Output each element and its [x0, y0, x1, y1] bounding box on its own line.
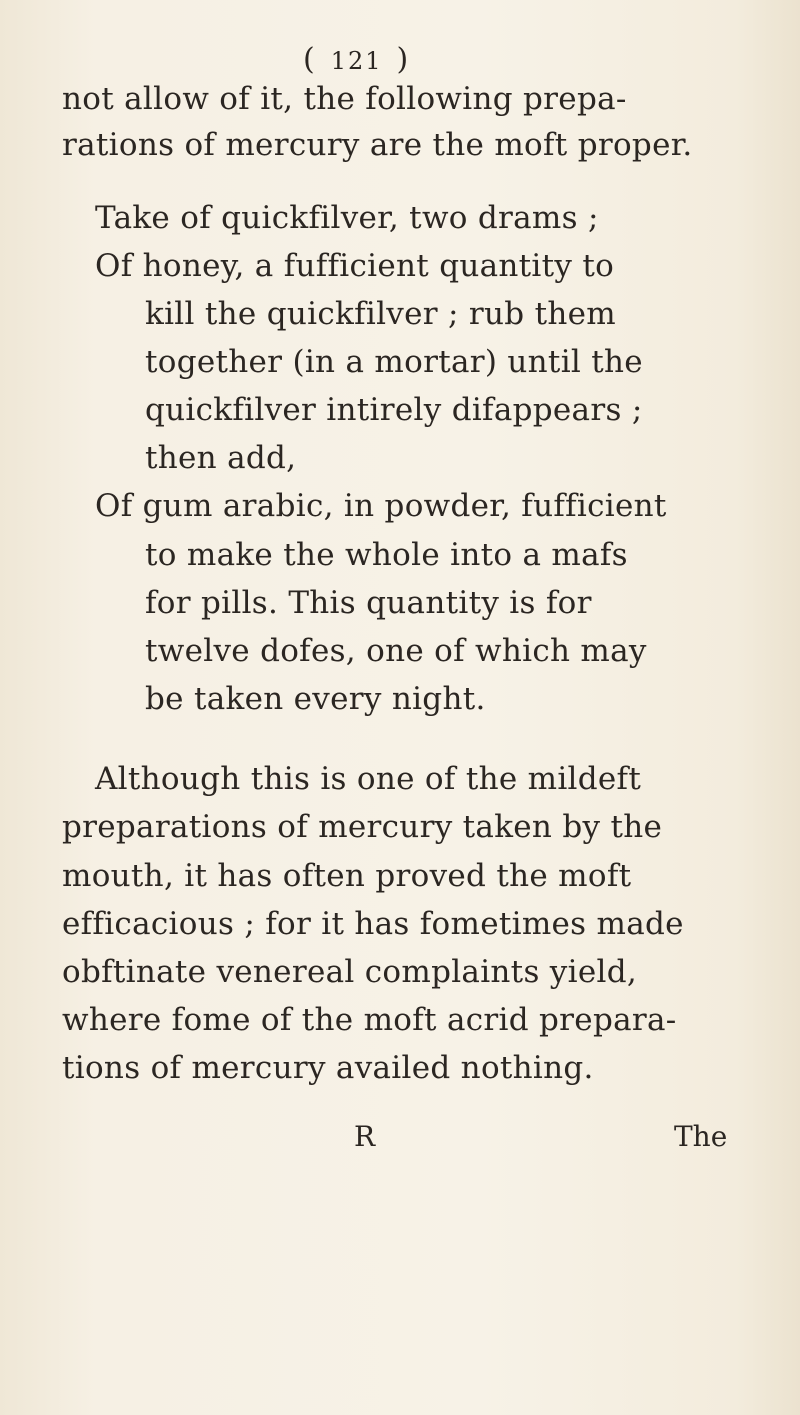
page-number-close: ) [396, 42, 411, 77]
text-line: not allow of it, the following prepa- [62, 81, 627, 117]
page-number [303, 40, 410, 81]
page-number-value: 121 [330, 47, 383, 75]
catchword: The [674, 1120, 728, 1153]
signature-mark: R [354, 1120, 376, 1153]
recipe-line: quickfilver intirely difappears ; [145, 392, 643, 428]
text-line: where fome of the moft acrid prepara- [62, 1002, 677, 1038]
text-line: efficacious ; for it has fometimes made [62, 906, 684, 942]
page-number-open: ( [303, 42, 317, 77]
text-line: preparations of mercury taken by the [62, 809, 663, 845]
recipe-line: kill the quickfilver ; rub them [145, 296, 616, 332]
recipe-line: Take of quickfilver, two drams ; [95, 200, 599, 236]
text-line: rations of mercury are the moft proper. [62, 127, 693, 163]
text-line: tions of mercury availed nothing. [62, 1050, 594, 1086]
recipe-line: together (in a mortar) until the [145, 344, 643, 380]
recipe-line: twelve dofes, one of which may [145, 633, 647, 669]
text-line: mouth, it has often proved the moft [62, 858, 632, 894]
recipe-line: Of honey, a fufficient quantity to [95, 248, 615, 284]
recipe-line: for pills. This quantity is for [145, 585, 592, 621]
text-line: Although this is one of the mildeft [95, 761, 642, 797]
recipe-line: Of gum arabic, in powder, fufficient [95, 488, 667, 524]
recipe-line: be taken every night. [145, 681, 486, 717]
recipe-line: then add, [145, 440, 297, 476]
text-line: obftinate venereal complaints yield, [62, 954, 637, 990]
recipe-line: to make the whole into a mafs [145, 537, 628, 573]
